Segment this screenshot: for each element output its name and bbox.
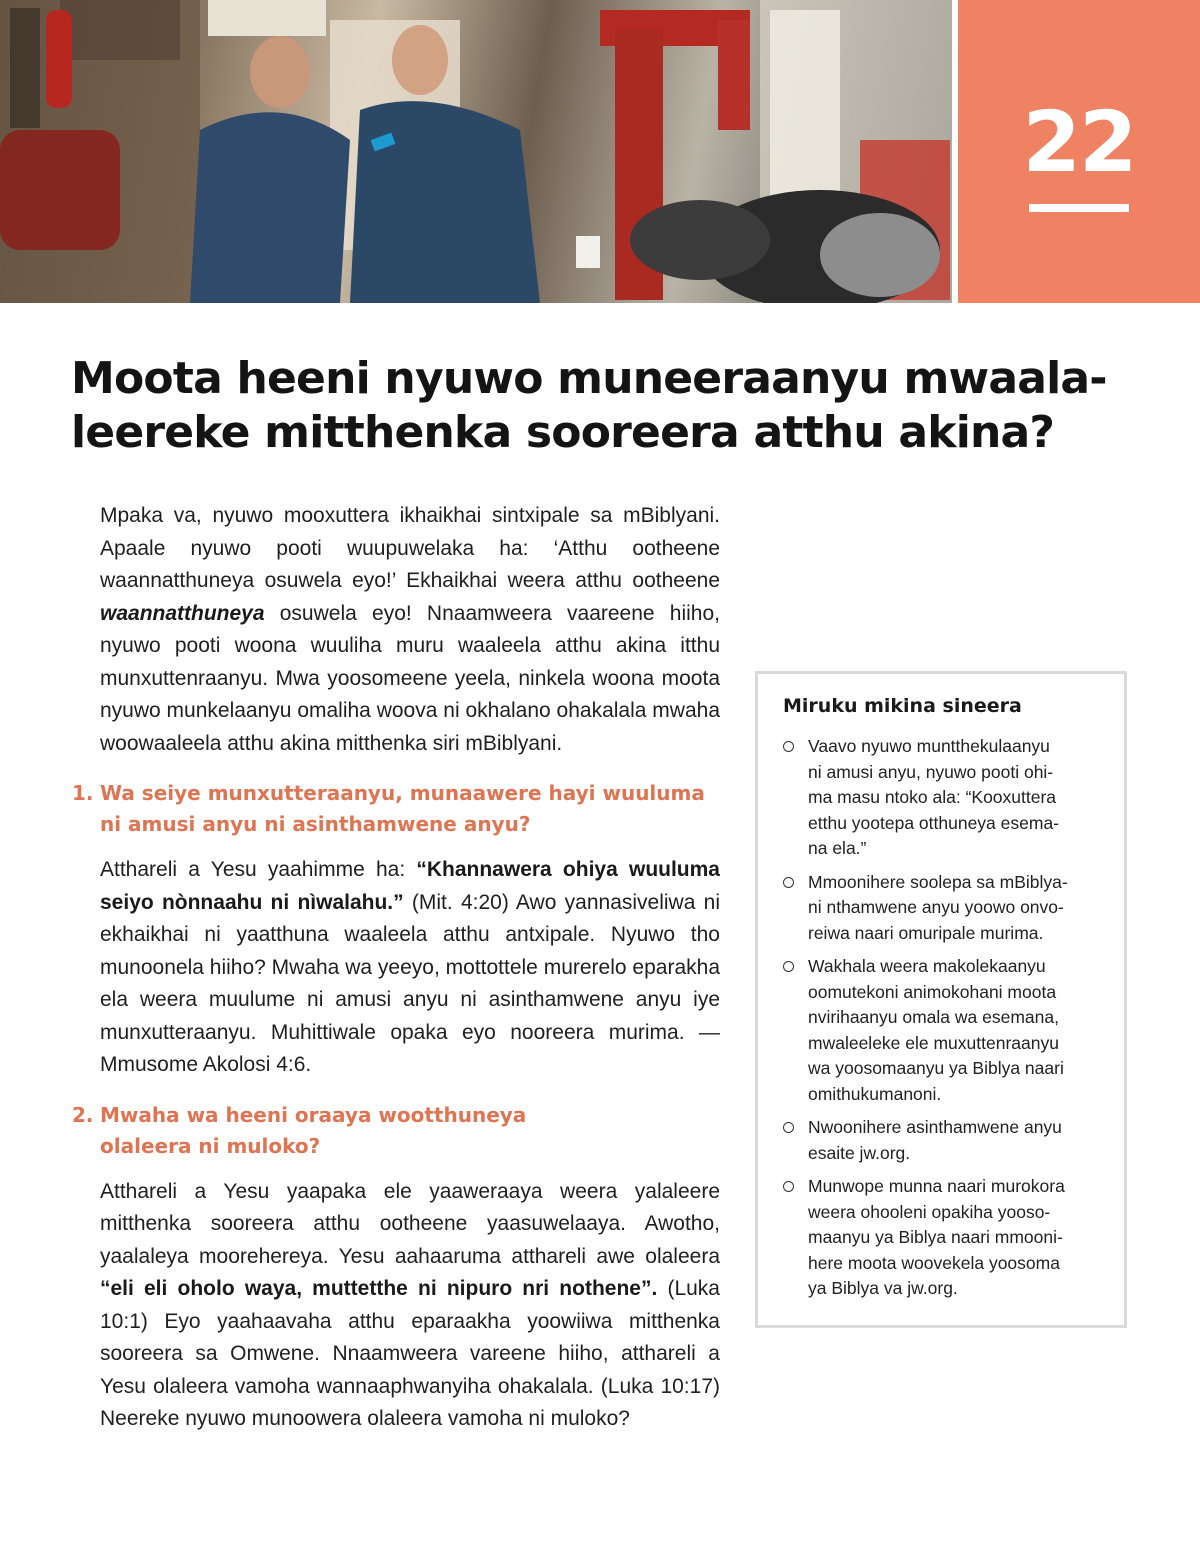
intro-text-end: osuwela eyo! Nnaamweera vaareene hiiho, nyuwo pooti woona wuuliha muru waaleela atthu akina itthu munxuttenraanyu. Mwa yoosomeene yeela, ninkela woona moota nyuwo munkelaanyu omaliha woova ni okhalano ohakalala mwaha woowaaleela atthu akina mitthenka siri mBiblyani.: [100, 601, 720, 755]
answer-1-paragraph: [100, 854, 720, 1082]
question-1-line-2: ni amusi anyu ni asinthamwene anyu?: [100, 812, 531, 836]
lesson-title-line-2: leereke mitthenka sooreera atthu akina?: [71, 407, 1055, 458]
question-2-number: 2.: [72, 1102, 94, 1127]
question-2-line-1: Mwaha wa heeni oraaya wootthuneya: [100, 1102, 527, 1127]
tips-sidebar: [755, 671, 1127, 1328]
circle-bullet-icon: [783, 1122, 794, 1133]
tip-line: Wakhala weera makolekaanyu: [808, 956, 1046, 976]
intro-text-start: Mpaka va, nyuwo mooxuttera ikhaikhai sintxipale sa mBiblyani. Apaale nyuwo pooti wuupuwelaka ha: ‘Atthu ootheene waannatthuneya osuwela eyo!’ Ekhaikhai weera atthu ootheene: [100, 504, 720, 592]
tip-line: weera ohooleni opakiha yooso-: [808, 1201, 1051, 1222]
tip-line: oomutekoni animokohani moota: [808, 981, 1057, 1002]
answer-2-paragraph: [100, 1176, 720, 1436]
garage-scene-illustration: [0, 0, 952, 303]
tip-line: ya Biblya va jw.org.: [808, 1278, 958, 1298]
tip-item: [783, 734, 1102, 862]
lesson-title-line-1: Moota heeni nyuwo muneeraanyu mwaala-: [71, 353, 1107, 404]
main-column: [72, 500, 720, 1454]
answer-1-quote: “Khannawera ohiya wuuluma seiyo nònnaahu ni nìwalahu.”: [100, 858, 720, 914]
tip-item: [783, 954, 1102, 1107]
tip-line: Munwope munna naari murokora: [808, 1176, 1065, 1196]
tip-line: mwaleeleke ele muxuttenraanyu: [808, 1032, 1059, 1053]
header-photo: [0, 0, 952, 303]
circle-bullet-icon: [783, 741, 794, 752]
answer-2-text-start: Atthareli a Yesu yaapaka ele yaaweraaya weera yalaleere mitthenka sooreera atthu ootheene yaasuwelaaya. Awotho, yaalaleya moorehereya. Yesu aahaaruma atthareli awe olaleera: [100, 1179, 720, 1268]
tip-line: wa yoosomaanyu ya Biblya naari: [808, 1058, 1064, 1078]
tip-item: [783, 1174, 1102, 1302]
tip-line: ni amusi anyu, nyuwo pooti ohi-: [808, 761, 1054, 782]
circle-bullet-icon: [783, 877, 794, 888]
question-1-line-1: Wa seiye munxutteraanyu, munaawere hayi wuuluma: [100, 781, 705, 805]
tips-sidebar-title: Miruku mikina sineera: [783, 695, 1022, 717]
question-2-line-2: olaleera ni muloko?: [100, 1133, 321, 1158]
tip-line: reiwa naari omuripale murima.: [808, 922, 1044, 943]
tip-line: Mmoonihere soolepa sa mBiblya-: [808, 871, 1068, 892]
tips-list: [783, 734, 1102, 1302]
intro-emphasis: waannatthuneya: [100, 601, 265, 625]
circle-bullet-icon: [783, 1181, 794, 1192]
question-1-number: 1.: [72, 781, 94, 805]
lesson-title: [71, 352, 1151, 460]
question-1: [72, 778, 720, 840]
lesson-number-underline: [1029, 204, 1129, 212]
tip-line: esaite jw.org.: [808, 1142, 911, 1163]
tip-line: etthu yootepa otthuneya esema-: [808, 812, 1060, 833]
tip-line: here moota woovekela yoosoma: [808, 1252, 1060, 1273]
lesson-number-panel: [958, 0, 1200, 303]
intro-paragraph: [100, 500, 720, 760]
question-2: [72, 1100, 720, 1162]
tip-item: [783, 870, 1102, 947]
answer-1-text-end: (Mit. 4:20) Awo yannasiveliwa ni ekhaikhai ni yaatthuna waaleela atthu antxipale. Nyuwo tho munoonela hiiho? Mwaha wa yeeyo, mottottele murerelo eparakha ela weera muulume ni amusi anyu ni asinthamwene anyu iye munxutteraanyu. Muhittiwale opaka eyo nooreera murima. — Mmusome Akolosi 4:6.: [100, 890, 720, 1076]
tip-line: Vaavo nyuwo muntthekulaanyu: [808, 736, 1050, 756]
circle-bullet-icon: [783, 961, 794, 972]
tip-line: ma masu ntoko ala: “Kooxuttera: [808, 787, 1057, 807]
answer-2-text-end: (Luka 10:1) Eyo yaahaavaha atthu eparaakha yoowiiwa mitthenka sooreera sa Omwene. Nnaamweera vareene hiiho, atthareli a Yesu olaleera vamoha wannaaphwanyiha ohakalala. (Luka 10:17) Neereke nyuwo munoowera olaleera vamoha ni muloko?: [100, 1277, 720, 1430]
answer-2-quote: “eli eli oholo waya, muttetthe ni nipuro nri nothene”.: [100, 1277, 658, 1300]
tip-line: maanyu ya Biblya naari mmooni-: [808, 1227, 1063, 1247]
tip-item: [783, 1115, 1102, 1166]
tip-line: ni nthamwene anyu yoowo onvo-: [808, 897, 1064, 917]
answer-1-text-start: Atthareli a Yesu yaahimme ha:: [100, 858, 417, 881]
tip-line: nvirihaanyu omala wa esemana,: [808, 1007, 1059, 1027]
tip-line: Nwoonihere asinthamwene anyu: [808, 1117, 1062, 1137]
lesson-number: 22: [1022, 93, 1136, 191]
tip-line: na ela.”: [808, 838, 867, 858]
tip-line: omithukumanoni.: [808, 1083, 942, 1104]
